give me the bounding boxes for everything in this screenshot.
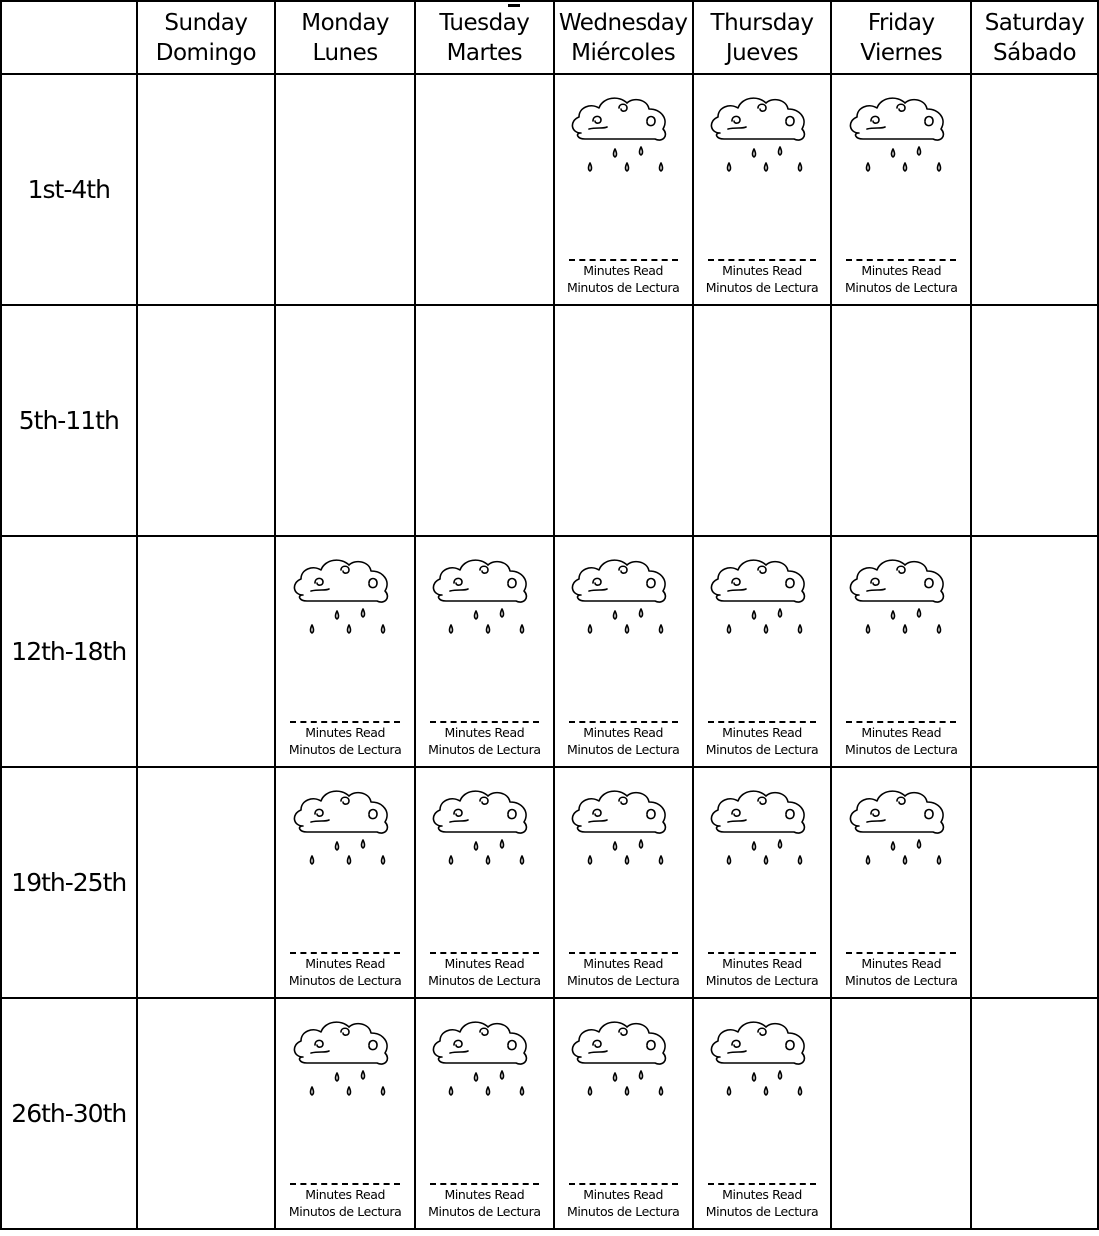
minutes-read-label: Minutes Read bbox=[583, 725, 664, 740]
minutos-de-lectura-label: Minutos de Lectura bbox=[566, 742, 680, 757]
rain-cloud-icon bbox=[285, 553, 405, 643]
day-cell bbox=[415, 74, 554, 305]
day-header-thursday bbox=[693, 1, 832, 74]
rain-cloud-icon bbox=[285, 784, 405, 874]
minutes-entry-line[interactable] bbox=[569, 721, 678, 723]
week-label: 26th-30th bbox=[1, 998, 137, 1229]
day-header-wednesday bbox=[554, 1, 693, 74]
rain-cloud-icon bbox=[563, 1015, 683, 1105]
minutes-read-label: Minutes Read bbox=[861, 263, 942, 278]
rain-cloud-icon bbox=[841, 784, 961, 874]
day-header-monday bbox=[275, 1, 415, 74]
rain-cloud-icon bbox=[563, 91, 683, 181]
minutes-read-label: Minutes Read bbox=[444, 956, 525, 971]
day-name-es: Sábado bbox=[993, 39, 1077, 66]
rain-cloud-icon bbox=[702, 91, 822, 181]
rain-cloud-icon bbox=[563, 784, 683, 874]
week-row bbox=[1, 74, 1098, 305]
rain-cloud-icon bbox=[563, 553, 683, 643]
rain-cloud-icon bbox=[841, 553, 961, 643]
day-cell bbox=[137, 74, 276, 305]
minutes-read-label: Minutes Read bbox=[305, 956, 386, 971]
minutos-de-lectura-label: Minutos de Lectura bbox=[845, 742, 958, 757]
minutes-read-label: Minutes Read bbox=[305, 1187, 386, 1202]
day-cell[interactable] bbox=[554, 767, 693, 998]
minutos-de-lectura-label: Minutos de Lectura bbox=[705, 742, 819, 757]
rain-cloud-icon bbox=[285, 1015, 405, 1105]
minutes-entry-line[interactable] bbox=[708, 952, 817, 954]
minutes-read-label: Minutes Read bbox=[722, 1187, 802, 1202]
day-name-en: Tuesday bbox=[439, 9, 530, 36]
day-cell[interactable] bbox=[693, 74, 832, 305]
day-cell[interactable] bbox=[275, 536, 415, 767]
day-cell bbox=[275, 305, 415, 536]
rain-cloud-icon bbox=[424, 784, 544, 874]
minutos-de-lectura-label: Minutos de Lectura bbox=[288, 1204, 402, 1219]
day-cell[interactable] bbox=[831, 536, 971, 767]
day-cell bbox=[971, 998, 1098, 1229]
minutes-read-label: Minutes Read bbox=[861, 956, 942, 971]
minutes-read-label: Minutes Read bbox=[722, 263, 802, 278]
day-cell[interactable] bbox=[415, 998, 554, 1229]
day-cell bbox=[971, 536, 1098, 767]
minutos-de-lectura-label: Minutos de Lectura bbox=[428, 973, 541, 988]
day-cell bbox=[831, 998, 971, 1229]
week-label: 19th-25th bbox=[1, 767, 137, 998]
rain-cloud-icon bbox=[841, 91, 961, 181]
day-name-es: Lunes bbox=[312, 39, 378, 66]
minutes-entry-line[interactable] bbox=[846, 952, 956, 954]
minutes-entry-line[interactable] bbox=[569, 259, 678, 261]
day-cell[interactable] bbox=[415, 767, 554, 998]
header-row bbox=[1, 1, 1098, 74]
rain-cloud-icon bbox=[702, 1015, 822, 1105]
day-name-es: Miércoles bbox=[571, 39, 676, 66]
minutes-entry-line[interactable] bbox=[569, 1183, 678, 1185]
day-name-en: Sunday bbox=[164, 9, 248, 36]
minutes-entry-line[interactable] bbox=[708, 259, 817, 261]
minutes-read-label: Minutes Read bbox=[583, 263, 664, 278]
rain-cloud-icon bbox=[702, 553, 822, 643]
day-cell[interactable] bbox=[693, 998, 832, 1229]
day-cell bbox=[137, 536, 276, 767]
week-row bbox=[1, 536, 1098, 767]
day-cell bbox=[693, 305, 832, 536]
day-cell[interactable] bbox=[831, 74, 971, 305]
day-cell bbox=[137, 998, 276, 1229]
week-label: 12th-18th bbox=[1, 536, 137, 767]
week-label: 1st-4th bbox=[1, 74, 137, 305]
minutes-entry-line[interactable] bbox=[290, 952, 400, 954]
minutes-entry-line[interactable] bbox=[708, 721, 817, 723]
minutes-entry-line[interactable] bbox=[430, 952, 539, 954]
minutos-de-lectura-label: Minutos de Lectura bbox=[845, 280, 958, 295]
corner-cell bbox=[1, 1, 137, 74]
day-header-tuesday bbox=[415, 1, 554, 74]
day-cell bbox=[831, 305, 971, 536]
week-row bbox=[1, 998, 1098, 1229]
week-row bbox=[1, 767, 1098, 998]
minutos-de-lectura-label: Minutos de Lectura bbox=[428, 1204, 541, 1219]
day-cell[interactable] bbox=[275, 767, 415, 998]
minutes-entry-line[interactable] bbox=[430, 1183, 539, 1185]
minutos-de-lectura-label: Minutos de Lectura bbox=[288, 742, 402, 757]
minutes-entry-line[interactable] bbox=[290, 721, 400, 723]
minutos-de-lectura-label: Minutos de Lectura bbox=[566, 973, 680, 988]
day-name-en: Wednesday bbox=[558, 9, 688, 36]
day-name-es: Jueves bbox=[725, 39, 799, 66]
minutes-entry-line[interactable] bbox=[430, 721, 539, 723]
day-cell[interactable] bbox=[554, 998, 693, 1229]
minutes-read-label: Minutes Read bbox=[861, 725, 942, 740]
minutos-de-lectura-label: Minutos de Lectura bbox=[705, 280, 819, 295]
day-cell[interactable] bbox=[554, 74, 693, 305]
minutos-de-lectura-label: Minutos de Lectura bbox=[705, 973, 819, 988]
minutos-de-lectura-label: Minutos de Lectura bbox=[566, 280, 680, 295]
day-name-en: Friday bbox=[867, 9, 935, 36]
rain-cloud-icon bbox=[702, 784, 822, 874]
minutes-entry-line[interactable] bbox=[290, 1183, 400, 1185]
day-cell[interactable] bbox=[415, 536, 554, 767]
day-name-es: Viernes bbox=[860, 39, 943, 66]
day-name-en: Thursday bbox=[710, 9, 814, 36]
minutes-read-label: Minutes Read bbox=[583, 1187, 664, 1202]
minutes-entry-line[interactable] bbox=[846, 259, 956, 261]
day-cell bbox=[971, 305, 1098, 536]
minutos-de-lectura-label: Minutos de Lectura bbox=[288, 973, 402, 988]
day-cell bbox=[554, 305, 693, 536]
minutes-read-label: Minutes Read bbox=[444, 725, 525, 740]
minutes-read-label: Minutes Read bbox=[444, 1187, 525, 1202]
rain-cloud-icon bbox=[424, 1015, 544, 1105]
day-name-en: Monday bbox=[301, 9, 390, 36]
minutes-read-label: Minutes Read bbox=[722, 725, 802, 740]
minutes-entry-line[interactable] bbox=[846, 721, 956, 723]
minutes-read-label: Minutes Read bbox=[722, 956, 802, 971]
day-cell bbox=[971, 74, 1098, 305]
day-cell bbox=[137, 767, 276, 998]
day-name-en: Saturday bbox=[984, 9, 1085, 36]
day-name-es: Domingo bbox=[155, 39, 257, 66]
day-header-saturday bbox=[971, 1, 1098, 74]
day-cell bbox=[971, 767, 1098, 998]
week-row bbox=[1, 305, 1098, 536]
minutos-de-lectura-label: Minutos de Lectura bbox=[845, 973, 958, 988]
day-cell[interactable] bbox=[693, 536, 832, 767]
minutes-entry-line[interactable] bbox=[569, 952, 678, 954]
minutos-de-lectura-label: Minutos de Lectura bbox=[566, 1204, 680, 1219]
day-cell[interactable] bbox=[693, 767, 832, 998]
week-label: 5th-11th bbox=[1, 305, 137, 536]
minutes-read-label: Minutes Read bbox=[305, 725, 386, 740]
rain-cloud-icon bbox=[424, 553, 544, 643]
day-cell bbox=[275, 74, 415, 305]
minutos-de-lectura-label: Minutos de Lectura bbox=[428, 742, 541, 757]
day-header-sunday bbox=[137, 1, 276, 74]
day-header-friday bbox=[831, 1, 971, 74]
day-cell[interactable] bbox=[554, 536, 693, 767]
day-cell[interactable] bbox=[275, 998, 415, 1229]
minutes-entry-line[interactable] bbox=[708, 1183, 817, 1185]
day-cell bbox=[137, 305, 276, 536]
day-name-es: Martes bbox=[446, 39, 523, 66]
minutos-de-lectura-label: Minutos de Lectura bbox=[705, 1204, 819, 1219]
minutes-read-label: Minutes Read bbox=[583, 956, 664, 971]
day-cell[interactable] bbox=[831, 767, 971, 998]
day-cell bbox=[415, 305, 554, 536]
